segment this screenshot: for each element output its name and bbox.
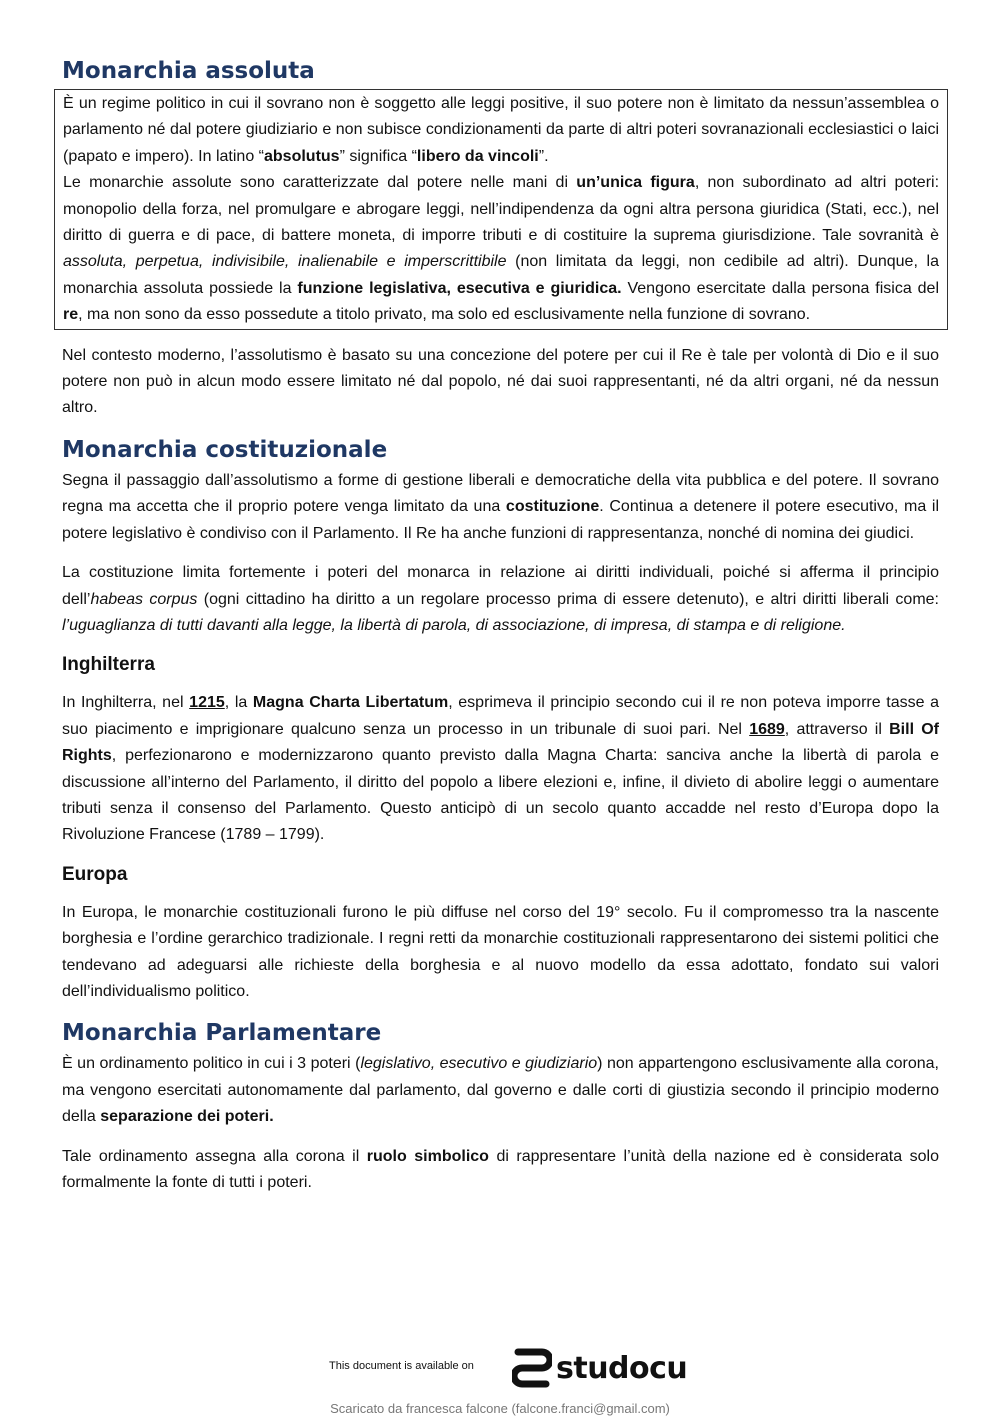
section-title-monarchia-costituzionale: Monarchia costituzionale — [62, 436, 388, 463]
text: ”. — [538, 147, 549, 165]
text: La costituzione limita fortemente i poteri del monarca in relazione ai diritti individuali, poiché si afferma il principio dell’ — [62, 564, 939, 608]
text: , attraverso il — [784, 720, 890, 738]
text: , non subordinato ad altri poteri: monopolio della forza, nel promulgare e abrogare leggi, nell’indipendenza da ogni altra persona giuridica (Stati, ecc.), nel diritto di guerra e di pace, di battere moneta, di imporre tributi e di costituire la suprema giurisdizione. Tale sovranità è — [63, 174, 940, 245]
text: , perfezionarono e modernizzarono quanto previsto dalla Magna Charta: sanciva anche la libertà di parola e discussione all’interno del Parlamento, il diritto del popolo a libere elezioni e, infine, il divieto di abolire leggi o aumentare tributi senza il consenso del Parlamento. Questo anticipò di un secolo quanto accadde nel resto d’Europa dopo la Rivoluzione Francese (1789 – 1799). — [62, 747, 939, 844]
studocu-brand: studocu — [556, 1350, 688, 1386]
bold-text: ruolo simbolico — [366, 1147, 489, 1165]
year-1689: 1689 — [749, 720, 785, 738]
bold-text: Bill Of Rights — [62, 720, 939, 765]
text: ) non appartengono esclusivamente alla corona, ma vengono esercitati autonomamente dal parlamento, dal governo e dalle corti di giustizia secondo il principio moderno della — [62, 1055, 939, 1126]
bold-text: re — [63, 306, 79, 324]
text: , ma non sono da esso possedute a titolo privato, ma solo ed esclusivamente nella funzione di sovrano. — [78, 306, 811, 324]
paragraph — [62, 1051, 939, 1130]
text: (non limitata da leggi, non cedibile ad altri). Dunque, la monarchia assoluta possiede la — [63, 253, 940, 297]
text: Vengono esercitate dalla persona fisica del — [621, 279, 940, 297]
text: Le monarchie assolute sono caratterizzate dal potere nelle mani di — [63, 174, 577, 192]
available-on-text: This document is available on — [329, 1360, 474, 1372]
paragraph — [62, 690, 939, 848]
section-title-monarchia-assoluta: Monarchia assoluta — [62, 58, 315, 84]
text: ” significa “ — [339, 147, 417, 165]
studocu-logo[interactable] — [512, 1346, 687, 1390]
text: È un regime politico in cui il sovrano non è soggetto alle leggi positive, il suo potere non è limitato da nessun’assemblea o parlamento né dal potere giudiziario e non subisce condizionamenti da parte di altri poteri sovranazionali ecclesiastici o laici (papato e impero). In latino “ — [63, 95, 939, 165]
bold-text: un’unica figura — [576, 174, 695, 192]
text: (ogni cittadino ha diritto a un regolare processo prima di essere detenuto), e altri diritti liberali come: — [197, 590, 940, 608]
paragraph — [62, 1144, 939, 1197]
text: Segna il passaggio dall’assolutismo a forme di gestione liberali e democratiche della vita pubblica e del potere. Il sovrano regna ma accetta che il proprio potere venga limitato da una — [62, 471, 939, 516]
paragraph — [62, 468, 939, 547]
subsection-title-europa: Europa — [62, 863, 128, 885]
text: Tale ordinamento assegna alla corona il — [62, 1147, 367, 1165]
bold-text: costituzione — [505, 498, 600, 516]
definition-box — [54, 89, 948, 330]
text: È un ordinamento politico in cui i 3 poteri ( — [62, 1055, 361, 1073]
studocu-logo-icon — [512, 1348, 552, 1388]
paragraph — [63, 91, 939, 170]
text: di rappresentare l’unità della nazione ed è considerata solo formalmente la fonte di tutti i poteri. — [62, 1147, 939, 1191]
italic-text: habeas corpus — [90, 590, 198, 608]
section-title-monarchia-parlamentare: Monarchia Parlamentare — [62, 1020, 382, 1047]
italic-text: l’uguaglianza di tutti davanti alla legge, la libertà di parola, di associazione, di impresa, di stampa e di religione. — [62, 616, 846, 634]
bold-text: funzione legislativa, esecutiva e giuridica. — [297, 279, 622, 297]
paragraph: In Europa, le monarchie costituzionali furono le più diffuse nel corso del 19° secolo. Fu il compromesso tra la nascente borghesia e l’ordine gerarchico tradizionale. I regni retti da monarchie costituzionali rappresentarono dei sistemi politici che tendevano ad adeguarsi alle richieste della borghesia e al nuovo modello da essa adottato, fondato sui valori dell’individualismo politico. — [62, 903, 939, 1000]
document-page — [62, 56, 939, 1209]
paragraph — [63, 170, 939, 328]
italic-text: assoluta, perpetua, indivisibile, inalienabile e imperscrittibile — [63, 253, 507, 271]
downloaded-by-text: Scaricato da francesca falcone (falcone.franci@gmail.com) — [330, 1401, 670, 1416]
subsection-title-inghilterra: Inghilterra — [62, 654, 155, 676]
paragraph — [62, 560, 939, 639]
bold-text: separazione dei poteri. — [100, 1108, 274, 1126]
text: , esprimeva il principio secondo cui il re non poteva imporre tasse a suo piacimento e imprigionare qualcuno senza un processo in un tribunale di suoi pari. Nel — [62, 694, 940, 738]
footer — [0, 1316, 1000, 1416]
bold-text: absolutus — [264, 147, 340, 165]
italic-text: legislativo, esecutivo e giudiziario — [360, 1055, 598, 1073]
bold-text: Magna Charta Libertatum — [252, 694, 449, 712]
bold-text: libero da vincoli — [416, 147, 539, 165]
text: . Continua a detenere il potere esecutivo, ma il potere legislativo è condiviso con il Parlamento. Il Re ha anche funzioni di rappresentanza, nonché di nomina dei giudici. — [62, 498, 940, 542]
paragraph: Nel contesto moderno, l’assolutismo è basato su una concezione del potere per cui il Re è tale per volontà di Dio e il suo potere non può in alcun modo essere limitato né dal popolo, né dai suoi rappresentanti, né da altri organi, né da nessun altro. — [62, 346, 939, 417]
year-1215: 1215 — [189, 694, 225, 712]
text: , la — [224, 694, 253, 712]
text: In Inghilterra, nel — [62, 694, 190, 712]
